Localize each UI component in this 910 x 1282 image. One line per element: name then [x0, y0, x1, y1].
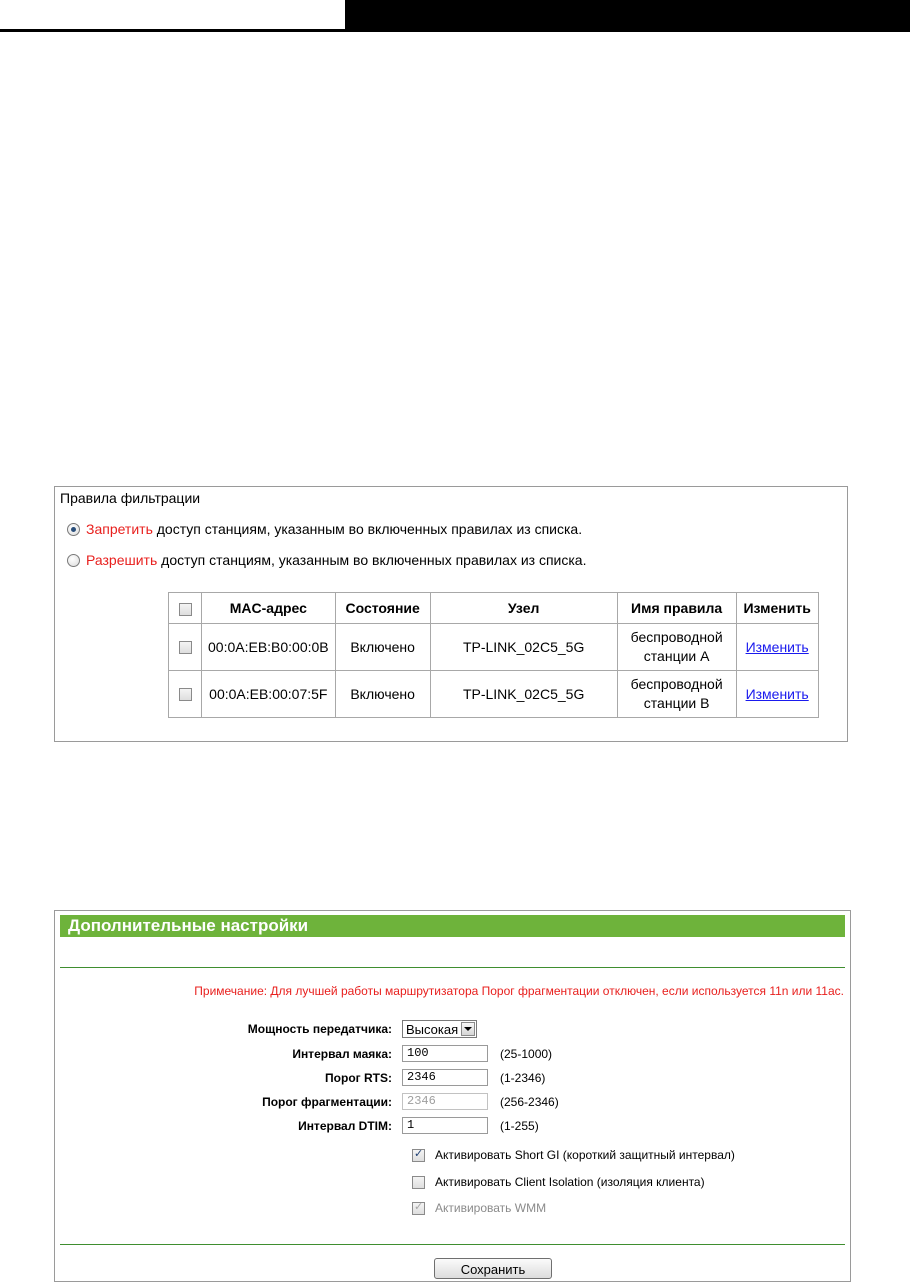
- frag-row: [55, 1093, 559, 1110]
- client-isolation-row: [412, 1175, 705, 1189]
- rule-name-line1: беспроводной: [630, 676, 723, 692]
- wmm-label: Активировать WMM: [435, 1201, 547, 1215]
- col-mac: MAC-адрес: [202, 593, 336, 624]
- status-cell: Включено: [335, 671, 430, 718]
- rules-table: [168, 592, 819, 718]
- short-gi-checkbox[interactable]: [412, 1149, 425, 1162]
- short-gi-row: [412, 1148, 735, 1162]
- host-cell: TP-LINK_02C5_5G: [430, 671, 617, 718]
- row-select-cell: [169, 671, 202, 718]
- deny-radio[interactable]: [67, 523, 80, 536]
- note-text: Примечание: Для лучшей работы маршрутизатора Порог фрагментации отключен, если используется 11n или 11ac.: [194, 984, 844, 998]
- tx-power-select[interactable]: [402, 1020, 477, 1038]
- allow-option[interactable]: [67, 552, 586, 568]
- beacon-hint: (25-1000): [500, 1046, 553, 1061]
- beacon-input[interactable]: 100: [402, 1045, 488, 1062]
- client-isolation-label: Активировать Client Isolation (изоляция клиента): [435, 1175, 705, 1189]
- advanced-settings-title: Дополнительные настройки: [60, 915, 845, 937]
- rts-label: Порог RTS:: [325, 1070, 392, 1085]
- tx-power-row: [55, 1020, 477, 1038]
- rule-name-line2: станции A: [643, 648, 710, 664]
- rule-name-line1: беспроводной: [630, 629, 723, 645]
- beacon-label: Интервал маяка:: [292, 1046, 392, 1061]
- save-button[interactable]: Сохранить: [434, 1258, 552, 1279]
- frag-input: 2346: [402, 1093, 488, 1110]
- rule-name-cell: [617, 671, 736, 718]
- allow-radio[interactable]: [67, 554, 80, 567]
- dtim-row: [55, 1117, 539, 1134]
- table-row: [169, 671, 819, 718]
- col-rule-name: Имя правила: [617, 593, 736, 624]
- dtim-label: Интервал DTIM:: [298, 1118, 392, 1133]
- row-select-cell: [169, 624, 202, 671]
- allow-keyword: Разрешить: [86, 552, 158, 568]
- select-all-cell: [169, 593, 202, 624]
- table-row: [169, 624, 819, 671]
- rts-input[interactable]: 2346: [402, 1069, 488, 1086]
- divider-bottom: [60, 1244, 845, 1245]
- deny-option[interactable]: [67, 521, 582, 537]
- edit-link[interactable]: Изменить: [745, 638, 809, 655]
- edit-link[interactable]: Изменить: [745, 685, 809, 702]
- rts-hint: (1-2346): [500, 1070, 546, 1085]
- edit-cell: [736, 671, 818, 718]
- allow-text: доступ станциям, указанным во включенных правилах из списка.: [157, 552, 587, 568]
- status-cell: Включено: [335, 624, 430, 671]
- row-checkbox[interactable]: [179, 641, 192, 654]
- dtim-hint: (1-255): [500, 1118, 539, 1133]
- deny-keyword: Запретить: [86, 521, 153, 537]
- chevron-down-icon[interactable]: [461, 1022, 475, 1036]
- edit-cell: [736, 624, 818, 671]
- mac-cell: 00:0A:EB:00:07:5F: [202, 671, 336, 718]
- host-cell: TP-LINK_02C5_5G: [430, 624, 617, 671]
- filter-rules-panel: [54, 486, 848, 742]
- page-header-bar: [345, 0, 910, 32]
- col-status: Состояние: [335, 593, 430, 624]
- rules-table-header: [169, 593, 819, 624]
- beacon-row: [55, 1045, 552, 1062]
- rule-name-line2: станции B: [643, 695, 710, 711]
- col-host: Узел: [430, 593, 617, 624]
- select-all-checkbox[interactable]: [179, 603, 192, 616]
- deny-text: доступ станциям, указанным во включенных правилах из списка.: [152, 521, 583, 537]
- divider-top: [60, 967, 845, 968]
- mac-cell: 00:0A:EB:B0:00:0B: [202, 624, 336, 671]
- frag-hint: (256-2346): [500, 1094, 559, 1109]
- rule-name-cell: [617, 624, 736, 671]
- tx-power-label: Мощность передатчика:: [247, 1022, 392, 1036]
- dtim-input[interactable]: 1: [402, 1117, 488, 1134]
- filter-rules-title: Правила фильтрации: [60, 490, 201, 506]
- col-edit: Изменить: [736, 593, 818, 624]
- tx-power-value: Высокая: [406, 1021, 459, 1037]
- short-gi-label: Активировать Short GI (короткий защитный интервал): [435, 1148, 735, 1162]
- advanced-settings-panel: [54, 910, 851, 1282]
- page-header-rule: [0, 29, 345, 32]
- frag-label: Порог фрагментации:: [262, 1094, 392, 1109]
- client-isolation-checkbox[interactable]: [412, 1176, 425, 1189]
- wmm-row: [412, 1201, 546, 1215]
- row-checkbox[interactable]: [179, 688, 192, 701]
- rts-row: [55, 1069, 545, 1086]
- wmm-checkbox: [412, 1202, 425, 1215]
